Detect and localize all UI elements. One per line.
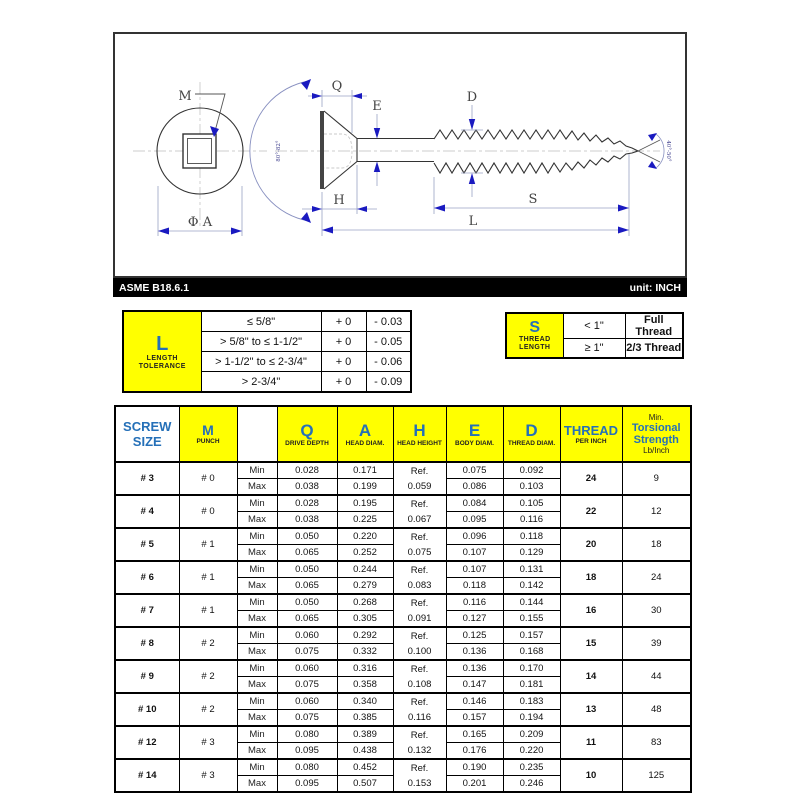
tol-minus: - 0.06	[366, 352, 411, 372]
thread-range: ≥ 1"	[563, 339, 625, 359]
spec-row-min	[115, 561, 691, 578]
thread-rule: 2/3 Thread	[625, 339, 683, 359]
d-max-cell: 0.103	[503, 479, 560, 496]
a-max-cell: 0.279	[337, 578, 393, 595]
header-screw-size: SCREW SIZE	[115, 406, 179, 462]
max-label-cell: Max	[237, 776, 277, 793]
dim-label-s: S	[528, 192, 538, 207]
min-label-cell: Min	[237, 528, 277, 545]
a-max-cell: 0.252	[337, 545, 393, 562]
a-min-cell: 0.268	[337, 594, 393, 611]
h-cell	[393, 660, 446, 693]
q-min-cell: 0.028	[277, 495, 337, 512]
e-min-cell: 0.190	[446, 759, 503, 776]
h-ref: Ref.	[410, 498, 429, 510]
q-max-cell: 0.095	[277, 776, 337, 793]
h-ref: Ref.	[410, 729, 429, 741]
a-max-cell: 0.385	[337, 710, 393, 727]
spec-row-min	[115, 594, 691, 611]
e-max-cell: 0.118	[446, 578, 503, 595]
h-value: 0.059	[407, 480, 432, 492]
max-label-cell: Max	[237, 578, 277, 595]
h-ref: Ref.	[410, 663, 429, 675]
h-ref: Ref.	[410, 597, 429, 609]
d-max-cell: 0.246	[503, 776, 560, 793]
max-label-cell: Max	[237, 644, 277, 661]
screw-size-cell: # 9	[115, 660, 179, 693]
torsional-strength-cell: 24	[622, 561, 691, 594]
technical-drawing-panel	[113, 32, 687, 278]
d-max-cell: 0.129	[503, 545, 560, 562]
punch-size-cell: # 0	[179, 462, 237, 495]
d-min-cell: 0.157	[503, 627, 560, 644]
max-label-cell: Max	[237, 710, 277, 727]
torsional-strength-cell: 30	[622, 594, 691, 627]
screw-head-flat	[320, 111, 324, 189]
thread-range: < 1"	[563, 313, 625, 339]
d-min-cell: 0.144	[503, 594, 560, 611]
q-min-cell: 0.050	[277, 528, 337, 545]
threads-per-inch-cell: 24	[560, 462, 622, 495]
screw-size-cell: # 12	[115, 726, 179, 759]
length-range: > 2-3/4"	[201, 372, 321, 393]
a-max-cell: 0.332	[337, 644, 393, 661]
q-min-cell: 0.050	[277, 561, 337, 578]
d-max-cell: 0.181	[503, 677, 560, 694]
h-ref: Ref.	[410, 696, 429, 708]
threads-per-inch-cell: 18	[560, 561, 622, 594]
screw-size-cell: # 6	[115, 561, 179, 594]
threads-per-inch-cell: 16	[560, 594, 622, 627]
e-min-cell: 0.075	[446, 462, 503, 479]
h-cell	[393, 693, 446, 726]
e-min-cell: 0.146	[446, 693, 503, 710]
threads-per-inch-cell: 10	[560, 759, 622, 792]
dim-label-q: Q	[331, 79, 343, 94]
standard-name: ASME B18.6.1	[119, 281, 190, 294]
torsional-strength-cell: 39	[622, 627, 691, 660]
q-max-cell: 0.065	[277, 611, 337, 628]
screw-size-cell: # 5	[115, 528, 179, 561]
e-min-cell: 0.096	[446, 528, 503, 545]
q-min-cell: 0.080	[277, 726, 337, 743]
d-min-cell: 0.105	[503, 495, 560, 512]
point-angle-label: 40°-50°	[665, 140, 671, 162]
punch-size-cell: # 1	[179, 561, 237, 594]
d-min-cell: 0.209	[503, 726, 560, 743]
dim-label-phi-a: Φ A	[187, 215, 213, 230]
h-value: 0.100	[407, 645, 432, 657]
a-max-cell: 0.199	[337, 479, 393, 496]
e-min-cell: 0.165	[446, 726, 503, 743]
d-max-cell: 0.220	[503, 743, 560, 760]
a-min-cell: 0.389	[337, 726, 393, 743]
e-max-cell: 0.127	[446, 611, 503, 628]
a-max-cell: 0.438	[337, 743, 393, 760]
h-ref: Ref.	[410, 630, 429, 642]
punch-size-cell: # 3	[179, 759, 237, 792]
min-label-cell: Min	[237, 726, 277, 743]
symbol-l: L	[156, 332, 169, 355]
screw-size-cell: # 8	[115, 627, 179, 660]
h-value: 0.067	[407, 513, 432, 525]
a-min-cell: 0.195	[337, 495, 393, 512]
length-range: > 5/8" to ≤ 1-1/2"	[201, 332, 321, 352]
screw-size-cell: # 7	[115, 594, 179, 627]
punch-size-cell: # 1	[179, 528, 237, 561]
min-label-cell: Min	[237, 660, 277, 677]
q-min-cell: 0.028	[277, 462, 337, 479]
length-range: > 1-1/2" to ≤ 2-3/4"	[201, 352, 321, 372]
q-max-cell: 0.075	[277, 677, 337, 694]
h-value: 0.083	[407, 579, 432, 591]
e-max-cell: 0.201	[446, 776, 503, 793]
q-min-cell: 0.060	[277, 693, 337, 710]
q-max-cell: 0.065	[277, 545, 337, 562]
max-label-cell: Max	[237, 677, 277, 694]
thread-profile-bottom	[434, 151, 638, 173]
punch-size-cell: # 3	[179, 726, 237, 759]
screw-top-view	[133, 82, 267, 236]
tol-plus: + 0	[321, 311, 366, 332]
a-max-cell: 0.358	[337, 677, 393, 694]
torsional-strength-cell: 9	[622, 462, 691, 495]
min-label-cell: Min	[237, 462, 277, 479]
e-min-cell: 0.125	[446, 627, 503, 644]
header-thread-per-inch: THREAD PER INCH	[560, 406, 622, 462]
q-min-cell: 0.050	[277, 594, 337, 611]
d-min-cell: 0.092	[503, 462, 560, 479]
header-a: A HEAD DIAM.	[337, 406, 393, 462]
threads-per-inch-cell: 22	[560, 495, 622, 528]
d-max-cell: 0.194	[503, 710, 560, 727]
a-min-cell: 0.220	[337, 528, 393, 545]
h-cell	[393, 561, 446, 594]
e-max-cell: 0.095	[446, 512, 503, 529]
threads-per-inch-cell: 20	[560, 528, 622, 561]
header-m-punch: M PUNCH	[179, 406, 237, 462]
h-cell	[393, 495, 446, 528]
e-max-cell: 0.136	[446, 644, 503, 661]
spec-row-min	[115, 528, 691, 545]
h-value: 0.108	[407, 678, 432, 690]
e-max-cell: 0.107	[446, 545, 503, 562]
h-cell	[393, 594, 446, 627]
a-min-cell: 0.452	[337, 759, 393, 776]
min-label-cell: Min	[237, 693, 277, 710]
thread-length-symbol-cell: S THREAD LENGTH	[506, 313, 563, 358]
e-min-cell: 0.136	[446, 660, 503, 677]
min-label-cell: Min	[237, 627, 277, 644]
a-min-cell: 0.244	[337, 561, 393, 578]
tol-plus: + 0	[321, 352, 366, 372]
dim-label-l: L	[468, 214, 478, 229]
dim-label-m: M	[178, 89, 192, 104]
screw-size-cell: # 4	[115, 495, 179, 528]
spec-row-min	[115, 627, 691, 644]
spec-row-min	[115, 693, 691, 710]
d-min-cell: 0.170	[503, 660, 560, 677]
thread-length-table	[505, 312, 684, 359]
torsional-strength-cell: 12	[622, 495, 691, 528]
max-label-cell: Max	[237, 545, 277, 562]
d-min-cell: 0.118	[503, 528, 560, 545]
min-label-cell: Min	[237, 495, 277, 512]
standard-bar	[113, 278, 687, 297]
q-min-cell: 0.080	[277, 759, 337, 776]
h-cell	[393, 462, 446, 495]
e-min-cell: 0.084	[446, 495, 503, 512]
e-max-cell: 0.176	[446, 743, 503, 760]
tol-plus: + 0	[321, 372, 366, 393]
length-range: ≤ 5/8"	[201, 311, 321, 332]
spec-row-min	[115, 462, 691, 479]
punch-size-cell: # 2	[179, 693, 237, 726]
threads-per-inch-cell: 13	[560, 693, 622, 726]
max-label-cell: Max	[237, 611, 277, 628]
q-min-cell: 0.060	[277, 627, 337, 644]
header-h: H HEAD HEIGHT	[393, 406, 446, 462]
max-label-cell: Max	[237, 512, 277, 529]
screw-drawing	[115, 34, 685, 276]
e-min-cell: 0.107	[446, 561, 503, 578]
tol-minus: - 0.09	[366, 372, 411, 393]
d-max-cell: 0.168	[503, 644, 560, 661]
dim-label-d: D	[466, 90, 478, 105]
head-angle-label: 80°-82°	[276, 140, 282, 162]
q-max-cell: 0.065	[277, 578, 337, 595]
length-tolerance-table	[122, 310, 412, 393]
h-ref: Ref.	[410, 762, 429, 774]
header-torsional-strength: Min. Torsional Strength Lb/Inch	[622, 406, 691, 462]
q-max-cell: 0.038	[277, 479, 337, 496]
h-value: 0.091	[407, 612, 432, 624]
h-cell	[393, 627, 446, 660]
threads-per-inch-cell: 15	[560, 627, 622, 660]
a-min-cell: 0.316	[337, 660, 393, 677]
spec-row-min	[115, 495, 691, 512]
spec-row-min	[115, 759, 691, 776]
screw-size-cell: # 10	[115, 693, 179, 726]
tol-plus: + 0	[321, 332, 366, 352]
punch-size-cell: # 1	[179, 594, 237, 627]
a-max-cell: 0.225	[337, 512, 393, 529]
a-min-cell: 0.340	[337, 693, 393, 710]
threads-per-inch-cell: 14	[560, 660, 622, 693]
a-min-cell: 0.171	[337, 462, 393, 479]
d-min-cell: 0.131	[503, 561, 560, 578]
unit-label: unit: INCH	[629, 281, 681, 294]
spec-row-min	[115, 726, 691, 743]
h-cell	[393, 528, 446, 561]
d-max-cell: 0.116	[503, 512, 560, 529]
q-max-cell: 0.038	[277, 512, 337, 529]
threads-per-inch-cell: 11	[560, 726, 622, 759]
a-max-cell: 0.507	[337, 776, 393, 793]
torsional-strength-cell: 83	[622, 726, 691, 759]
header-e: E BODY DIAM.	[446, 406, 503, 462]
punch-size-cell: # 2	[179, 627, 237, 660]
header-minmax-spacer	[237, 406, 277, 462]
spec-row-min	[115, 660, 691, 677]
thread-profile-top	[434, 130, 638, 151]
h-cell	[393, 759, 446, 792]
h-value: 0.132	[407, 744, 432, 756]
screw-size-cell: # 14	[115, 759, 179, 792]
h-ref: Ref.	[410, 531, 429, 543]
h-cell	[393, 726, 446, 759]
screw-size-cell: # 3	[115, 462, 179, 495]
punch-size-cell: # 0	[179, 495, 237, 528]
q-max-cell: 0.075	[277, 644, 337, 661]
min-label-cell: Min	[237, 561, 277, 578]
h-value: 0.075	[407, 546, 432, 558]
tol-minus: - 0.03	[366, 311, 411, 332]
screw-spec-table	[114, 405, 692, 793]
e-max-cell: 0.147	[446, 677, 503, 694]
q-max-cell: 0.095	[277, 743, 337, 760]
e-max-cell: 0.086	[446, 479, 503, 496]
q-max-cell: 0.075	[277, 710, 337, 727]
h-ref: Ref.	[410, 564, 429, 576]
h-value: 0.153	[407, 777, 432, 789]
h-ref: Ref.	[410, 465, 429, 477]
punch-size-cell: # 2	[179, 660, 237, 693]
d-max-cell: 0.155	[503, 611, 560, 628]
spec-table-header	[115, 406, 691, 462]
min-label-cell: Min	[237, 759, 277, 776]
q-min-cell: 0.060	[277, 660, 337, 677]
header-d: D THREAD DIAM.	[503, 406, 560, 462]
torsional-strength-cell: 44	[622, 660, 691, 693]
d-max-cell: 0.142	[503, 578, 560, 595]
max-label-cell: Max	[237, 479, 277, 496]
min-label-cell: Min	[237, 594, 277, 611]
d-min-cell: 0.235	[503, 759, 560, 776]
h-value: 0.116	[407, 711, 432, 723]
e-max-cell: 0.157	[446, 710, 503, 727]
length-tolerance-symbol-cell: L LENGTH TOLERANCE	[123, 311, 201, 392]
a-min-cell: 0.292	[337, 627, 393, 644]
symbol-s: S	[529, 318, 541, 336]
dim-label-h: H	[333, 193, 345, 208]
screw-side-view	[250, 79, 671, 236]
e-min-cell: 0.116	[446, 594, 503, 611]
a-max-cell: 0.305	[337, 611, 393, 628]
thread-rule: Full Thread	[625, 313, 683, 339]
torsional-strength-cell: 48	[622, 693, 691, 726]
torsional-strength-cell: 125	[622, 759, 691, 792]
dim-label-e: E	[372, 99, 382, 114]
tol-minus: - 0.05	[366, 332, 411, 352]
header-q: Q DRIVE DEPTH	[277, 406, 337, 462]
spec-table-body	[115, 462, 691, 792]
torsional-strength-cell: 18	[622, 528, 691, 561]
max-label-cell: Max	[237, 743, 277, 760]
d-min-cell: 0.183	[503, 693, 560, 710]
